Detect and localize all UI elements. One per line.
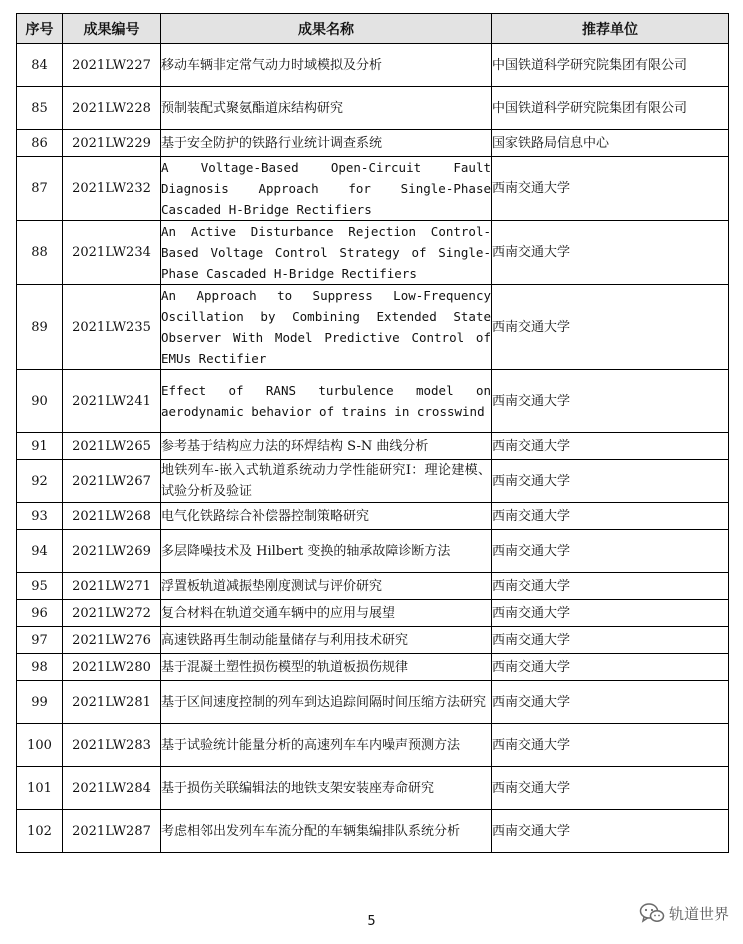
cell-serial: 86	[17, 130, 63, 157]
cell-title: 基于区间速度控制的列车到达追踪间隔时间压缩方法研究	[161, 681, 492, 724]
table-row	[17, 810, 729, 853]
header-unit: 推荐单位	[492, 14, 729, 44]
table-row	[17, 681, 729, 724]
cell-code: 2021LW227	[63, 44, 161, 87]
header-title: 成果名称	[161, 14, 492, 44]
cell-code: 2021LW284	[63, 767, 161, 810]
cell-serial: 100	[17, 724, 63, 767]
cell-code: 2021LW280	[63, 654, 161, 681]
cell-code: 2021LW272	[63, 600, 161, 627]
cell-code: 2021LW269	[63, 530, 161, 573]
cell-code: 2021LW281	[63, 681, 161, 724]
table-row	[17, 530, 729, 573]
cell-title: 多层降噪技术及 Hilbert 变换的轴承故障诊断方法	[161, 530, 492, 573]
cell-code: 2021LW287	[63, 810, 161, 853]
cell-unit: 西南交通大学	[492, 285, 729, 370]
cell-code: 2021LW271	[63, 573, 161, 600]
cell-serial: 91	[17, 433, 63, 460]
cell-title: 复合材料在轨道交通车辆中的应用与展望	[161, 600, 492, 627]
cell-title: 参考基于结构应力法的环焊结构 S-N 曲线分析	[161, 433, 492, 460]
watermark-text: 轨道世界	[668, 904, 729, 923]
cell-unit: 西南交通大学	[492, 530, 729, 573]
cell-unit: 西南交通大学	[492, 654, 729, 681]
header-code: 成果编号	[63, 14, 161, 44]
table-row	[17, 600, 729, 627]
cell-serial: 87	[17, 157, 63, 221]
page-number: 5	[367, 914, 376, 929]
cell-code: 2021LW265	[63, 433, 161, 460]
cell-unit: 西南交通大学	[492, 627, 729, 654]
cell-serial: 95	[17, 573, 63, 600]
cell-code: 2021LW229	[63, 130, 161, 157]
cell-title: 基于损伤关联编辑法的地铁支架安装座寿命研究	[161, 767, 492, 810]
table-row	[17, 627, 729, 654]
cell-title: An Active Disturbance Rejection Control-Based Voltage Control Strategy of Single-Phase Cascaded H-Bridge Rectifiers	[161, 221, 492, 285]
cell-title: 浮置板轨道减振垫刚度测试与评价研究	[161, 573, 492, 600]
cell-code: 2021LW228	[63, 87, 161, 130]
table-row	[17, 433, 729, 460]
cell-title: An Approach to Suppress Low-Frequency Oscillation by Combining Extended State Observer With Model Predictive Control of EMUs Rectifier	[161, 285, 492, 370]
cell-code: 2021LW283	[63, 724, 161, 767]
cell-title: 移动车辆非定常气动力时域模拟及分析	[161, 44, 492, 87]
cell-title: 高速铁路再生制动能量储存与利用技术研究	[161, 627, 492, 654]
cell-title: A Voltage-Based Open-Circuit Fault Diagnosis Approach for Single-Phase Cascaded H-Bridge Rectifiers	[161, 157, 492, 221]
cell-serial: 92	[17, 460, 63, 503]
cell-unit: 西南交通大学	[492, 681, 729, 724]
cell-serial: 98	[17, 654, 63, 681]
table-row	[17, 724, 729, 767]
cell-title: 电气化铁路综合补偿器控制策略研究	[161, 503, 492, 530]
cell-title: 基于混凝土塑性损伤模型的轨道板损伤规律	[161, 654, 492, 681]
cell-serial: 96	[17, 600, 63, 627]
table-row	[17, 87, 729, 130]
cell-title: 基于安全防护的铁路行业统计调查系统	[161, 130, 492, 157]
cell-code: 2021LW232	[63, 157, 161, 221]
table-row	[17, 370, 729, 433]
cell-unit: 西南交通大学	[492, 460, 729, 503]
cell-unit: 西南交通大学	[492, 810, 729, 853]
cell-title: 预制装配式聚氨酯道床结构研究	[161, 87, 492, 130]
cell-serial: 88	[17, 221, 63, 285]
table-row	[17, 221, 729, 285]
cell-serial: 89	[17, 285, 63, 370]
table-row	[17, 157, 729, 221]
cell-code: 2021LW276	[63, 627, 161, 654]
cell-unit: 西南交通大学	[492, 433, 729, 460]
cell-serial: 85	[17, 87, 63, 130]
table-row	[17, 130, 729, 157]
cell-unit: 西南交通大学	[492, 157, 729, 221]
cell-serial: 94	[17, 530, 63, 573]
table-row	[17, 44, 729, 87]
cell-code: 2021LW235	[63, 285, 161, 370]
header-serial: 序号	[17, 14, 63, 44]
table-row	[17, 573, 729, 600]
cell-title: 地铁列车-嵌入式轨道系统动力学性能研究Ⅰ：理论建模、试验分析及验证	[161, 460, 492, 503]
watermark	[639, 902, 729, 924]
table-row	[17, 460, 729, 503]
cell-serial: 93	[17, 503, 63, 530]
cell-title: Effect of RANS turbulence model on aerodynamic behavior of trains in crosswind	[161, 370, 492, 433]
table-row	[17, 285, 729, 370]
cell-unit: 西南交通大学	[492, 370, 729, 433]
cell-serial: 97	[17, 627, 63, 654]
cell-unit: 西南交通大学	[492, 724, 729, 767]
table-header-row	[17, 14, 729, 44]
cell-unit: 中国铁道科学研究院集团有限公司	[492, 87, 729, 130]
cell-unit: 西南交通大学	[492, 573, 729, 600]
wechat-icon	[639, 902, 665, 924]
table-row	[17, 503, 729, 530]
table-body	[17, 44, 729, 853]
cell-unit: 西南交通大学	[492, 503, 729, 530]
cell-title: 考虑相邻出发列车车流分配的车辆集编排队系统分析	[161, 810, 492, 853]
cell-serial: 84	[17, 44, 63, 87]
cell-code: 2021LW234	[63, 221, 161, 285]
cell-code: 2021LW268	[63, 503, 161, 530]
cell-serial: 90	[17, 370, 63, 433]
cell-unit: 西南交通大学	[492, 767, 729, 810]
cell-serial: 101	[17, 767, 63, 810]
cell-serial: 99	[17, 681, 63, 724]
table-row	[17, 767, 729, 810]
cell-unit: 西南交通大学	[492, 221, 729, 285]
cell-code: 2021LW241	[63, 370, 161, 433]
cell-unit: 中国铁道科学研究院集团有限公司	[492, 44, 729, 87]
table-row	[17, 654, 729, 681]
results-table	[16, 13, 729, 853]
cell-unit: 国家铁路局信息中心	[492, 130, 729, 157]
cell-title: 基于试验统计能量分析的高速列车车内噪声预测方法	[161, 724, 492, 767]
cell-serial: 102	[17, 810, 63, 853]
cell-unit: 西南交通大学	[492, 600, 729, 627]
cell-code: 2021LW267	[63, 460, 161, 503]
